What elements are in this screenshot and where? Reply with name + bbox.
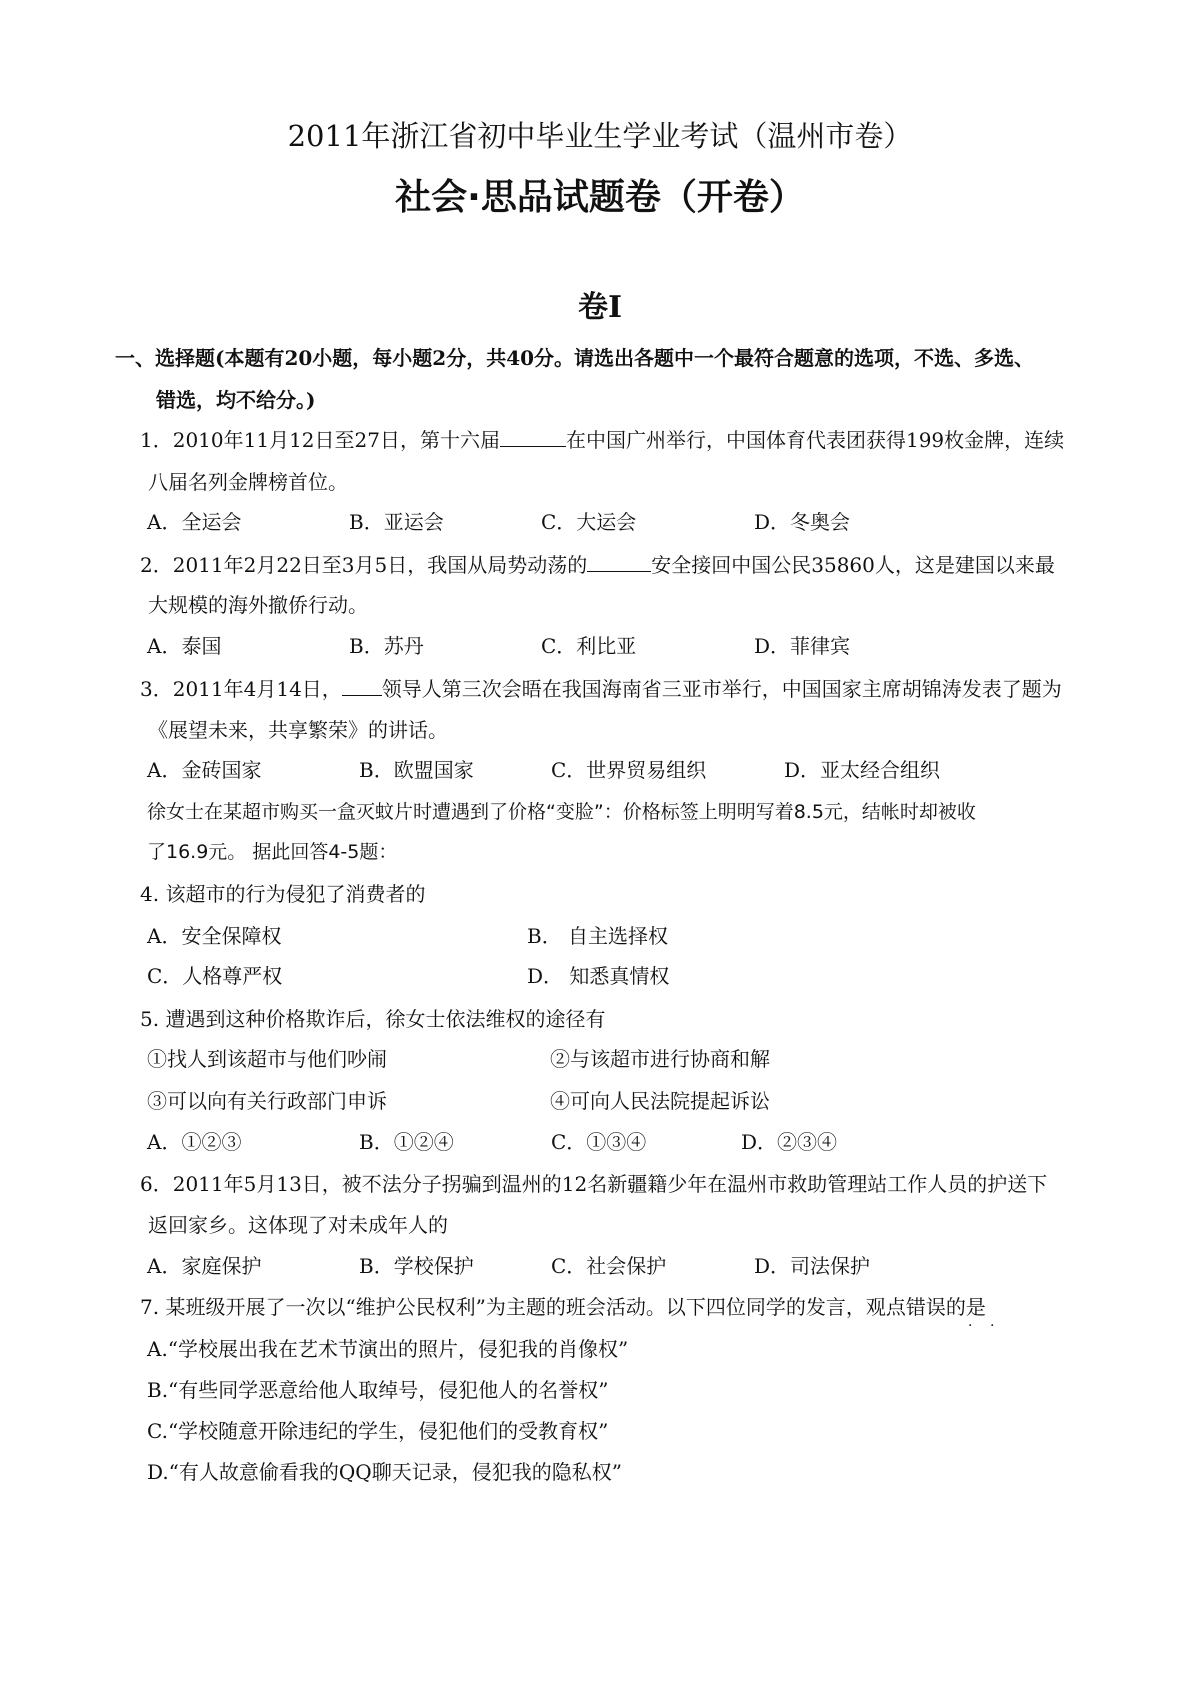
question-1-stem (140, 426, 1064, 454)
exam-subtitle: 社会·思品试题卷（开卷） (395, 177, 805, 218)
question-3-stem-part: 3．2011年4月14日， (140, 677, 342, 701)
section-instruction-cont: 错选，均不给分。) (156, 388, 316, 412)
question-2-option-d: D．菲律宾 (754, 634, 851, 658)
question-3-option-c: C．世界贸易组织 (551, 758, 707, 782)
question-6-option-a: A．家庭保护 (147, 1254, 262, 1278)
passage-line-1: 徐女士在某超市购买一盒灭蚊片时遭遇到了价格“变脸”：价格标签上明明写着8.5元，结帐时却被收 (147, 801, 976, 823)
question-4-option-d: D． 知悉真情权 (527, 964, 670, 988)
exam-title: 2011年浙江省初中毕业生学业考试（温州市卷） (287, 119, 913, 153)
question-6-option-c: C．社会保护 (551, 1254, 667, 1278)
question-4-option-b: B． 自主选择权 (527, 924, 669, 948)
question-1-stem-cont: 八届名列金牌榜首位。 (148, 470, 348, 494)
question-6-stem-cont: 返回家乡。这体现了对未成年人的 (148, 1213, 448, 1237)
emphasis-dot: · (968, 1318, 973, 1334)
question-3-stem-cont: 《展望未来，共享繁荣》的讲话。 (148, 718, 448, 742)
question-5-item-3: ③可以向有关行政部门申诉 (147, 1089, 387, 1113)
question-1-stem-part: 在中国广州举行，中国体育代表团获得199枚金牌，连续 (565, 428, 1065, 452)
question-5-stem: 5. 遭遇到这种价格欺诈后，徐女士依法维权的途径有 (140, 1007, 606, 1031)
question-2-option-b: B．苏丹 (349, 634, 424, 658)
question-7-option-a: A.“学校展出我在艺术节演出的照片，侵犯我的肖像权” (147, 1337, 629, 1361)
question-3-option-d: D．亚太经合组织 (784, 758, 941, 782)
answer-blank (587, 553, 651, 572)
question-3-stem (140, 675, 1062, 703)
answer-blank (500, 428, 566, 447)
question-1-option-d: D．冬奥会 (754, 510, 851, 534)
section-instruction: 一、选择题(本题有20小题，每小题2分，共40分。请选出各题中一个最符合题意的选项，不选、多选、 (115, 346, 1035, 370)
volume-heading: 卷Ⅰ (577, 290, 623, 325)
question-1-option-b: B．亚运会 (349, 510, 444, 534)
question-3-stem-part: 领导人第三次会晤在我国海南省三亚市举行，中国国家主席胡锦涛发表了题为 (381, 677, 1062, 701)
question-5-option-a: A．①②③ (147, 1130, 242, 1154)
question-2-stem (140, 551, 1055, 579)
question-4-option-a: A．安全保障权 (147, 924, 282, 948)
question-7-option-b: B.“有些同学恶意给他人取绰号，侵犯他人的名誉权” (147, 1378, 609, 1402)
question-6-option-b: B．学校保护 (359, 1254, 474, 1278)
question-7-stem: 7. 某班级开展了一次以“维护公民权利”为主题的班会活动。以下四位同学的发言，观点错误的是 (140, 1295, 986, 1319)
question-2-option-c: C．利比亚 (541, 634, 637, 658)
question-2-stem-part: 安全接回中国公民35860人，这是建国以来最 (651, 553, 1055, 577)
question-5-item-4: ④可向人民法院提起诉讼 (550, 1089, 770, 1113)
question-6-stem: 6．2011年5月13日，被不法分子拐骗到温州的12名新疆籍少年在温州市救助管理站工作人员的护送下 (140, 1172, 1048, 1196)
question-1-option-a: A．全运会 (147, 510, 242, 534)
question-7-option-c: C.“学校随意开除违纪的学生，侵犯他们的受教育权” (147, 1419, 609, 1443)
question-3-option-b: B．欧盟国家 (359, 758, 474, 782)
question-1-stem-part: 1．2010年11月12日至27日，第十六届 (140, 428, 500, 452)
question-4-stem: 4. 该超市的行为侵犯了消费者的 (140, 882, 426, 906)
question-5-item-1: ①找人到该超市与他们吵闹 (147, 1047, 387, 1071)
question-7-option-d: D.“有人故意偷看我的QQ聊天记录，侵犯我的隐私权” (147, 1460, 622, 1484)
question-1-option-c: C．大运会 (541, 510, 637, 534)
question-6-option-d: D．司法保护 (754, 1254, 871, 1278)
question-5-option-c: C．①③④ (551, 1130, 647, 1154)
question-2-stem-part: 2．2011年2月22日至3月5日，我国从局势动荡的 (140, 553, 588, 577)
passage-line-2: 了16.9元。 据此回答4-5题： (147, 841, 398, 863)
question-5-item-2: ②与该超市进行协商和解 (550, 1047, 770, 1071)
question-3-option-a: A．金砖国家 (147, 758, 262, 782)
question-4-option-c: C．人格尊严权 (147, 964, 283, 988)
answer-blank (342, 677, 382, 696)
question-2-option-a: A．泰国 (147, 634, 222, 658)
emphasis-dot: · (990, 1318, 995, 1334)
question-2-stem-cont: 大规模的海外撤侨行动。 (148, 593, 368, 617)
question-5-option-b: B．①②④ (359, 1130, 454, 1154)
question-5-option-d: D．②③④ (741, 1130, 838, 1154)
